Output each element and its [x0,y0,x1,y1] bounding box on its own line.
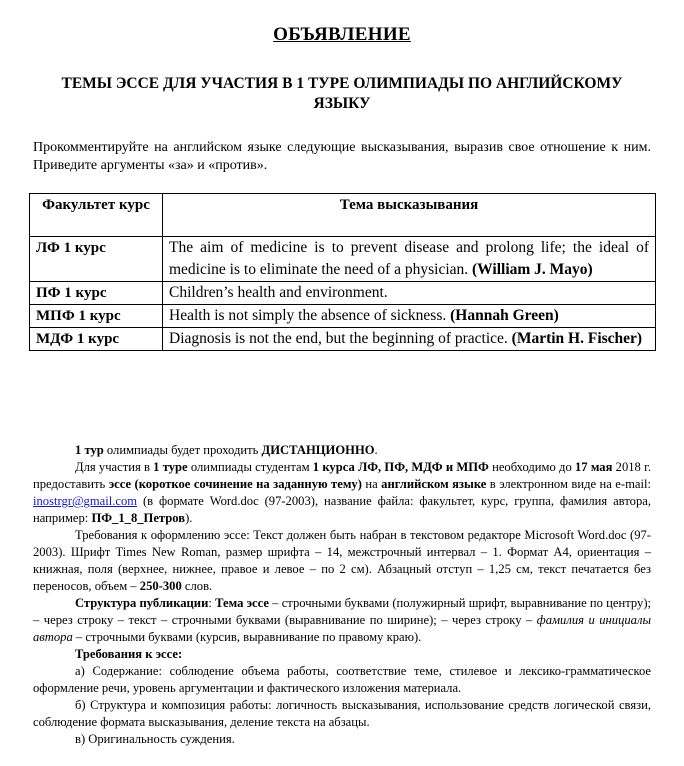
topic-cell [163,282,656,305]
intro-paragraph: Прокомментируйте на английском языке следующие высказывания, выразив свое отношение к ним. Приведите аргументы «за» и «против». [33,140,651,173]
page-subtitle: ТЕМЫ ЭССЕ ДЛЯ УЧАСТИЯ В 1 ТУРЕ ОЛИМПИАДЫ ПО АНГЛИЙСКОМУ ЯЗЫКУ [61,75,623,112]
topic-cell [163,237,656,282]
quote-author: (William J. Mayo) [472,261,593,278]
faculty-cell: МПФ 1 курс [30,305,163,328]
requirement-content: а) Содержание: соблюдение объема работы, соответствие теме, стилевое и лексико-грамматическое оформление речи, уровень аргументации и фактического изложения материала. [33,664,651,695]
quote-text: Children’s health and environment. [169,284,388,301]
participation-paragraph: Для участия в 1 туре олимпиады студентам 1 курса ЛФ, ПФ, МДФ и МПФ необходимо до 17 мая 2018 г. предоставить эссе (короткое сочинение на заданную тему) на английском языке в электронном виде на e-mail: inostrgr@gmail.com (в формате Word.doc (97-2003), название файла: факультет, курс, группа, фамилия автора, например: ПФ_1_8_Петров). [33,460,651,525]
table-row [30,282,656,305]
table-row [30,305,656,328]
faculty-cell: ЛФ 1 курс [30,237,163,282]
quote-text: Diagnosis is not the end, but the beginning of practice. [169,330,508,347]
topics-table [29,193,656,351]
quote-author: (Hannah Green) [450,307,559,324]
formatting-requirements-paragraph: Требования к оформлению эссе: Текст должен быть набран в текстовом редакторе Microsoft Word.doc (97-2003). Шрифт Times New Roman, размер шрифта – 14, межстрочный интервал – 1. Формат А4, ориентация – книжная, поля (верхнее, нижнее, правое и левое – по 2 см). Абзацный отступ – 1,25 см, текст печатается без переносов, объем – 250-300 слов. [33,528,651,593]
faculty-cell: МДФ 1 курс [30,328,163,351]
table-row [30,328,656,351]
email-link[interactable]: inostrgr@gmail.com [33,494,138,508]
topic-cell [163,305,656,328]
filename-example: ПФ_1_8_Петров [91,511,186,525]
table-row [30,237,656,282]
table-header-row [30,194,656,237]
requirement-structure: б) Структура и композиция работы: логичность высказывания, использование средств логической связи, соблюдение формата высказывания, деление текста на абзацы. [33,698,651,729]
structure-paragraph: Структура публикации: Тема эссе – строчными буквами (полужирный шрифт, выравнивание по центру); – через строку – текст – строчными буквами (выравнивание по ширине); – через строку – фамилия и инициалы автора – строчными буквами (курсив, выравнивание по правому краю). [33,596,652,644]
faculty-cell: ПФ 1 курс [30,282,163,305]
quote-text: Health is not simply the absence of sickness. [169,307,447,324]
requirement-originality: в) Оригинальность суждения. [75,732,235,746]
announcement-body [33,442,651,748]
quote-author: (Martin H. Fischer) [511,330,643,347]
header-faculty: Факультет курс [30,194,163,237]
essay-requirements-heading: Требования к эссе: [75,647,183,661]
topic-cell [163,328,656,351]
header-topic: Тема высказывания [163,194,656,237]
page-title: ОБЪЯВЛЕНИЕ [273,24,411,45]
quote-text: The aim of medicine is to prevent disease and prolong life; the ideal of medicine is to eliminate the need of a physician. [169,239,649,278]
tour-format-paragraph: 1 тур олимпиады будет проходить ДИСТАНЦИОННО. [75,443,378,457]
